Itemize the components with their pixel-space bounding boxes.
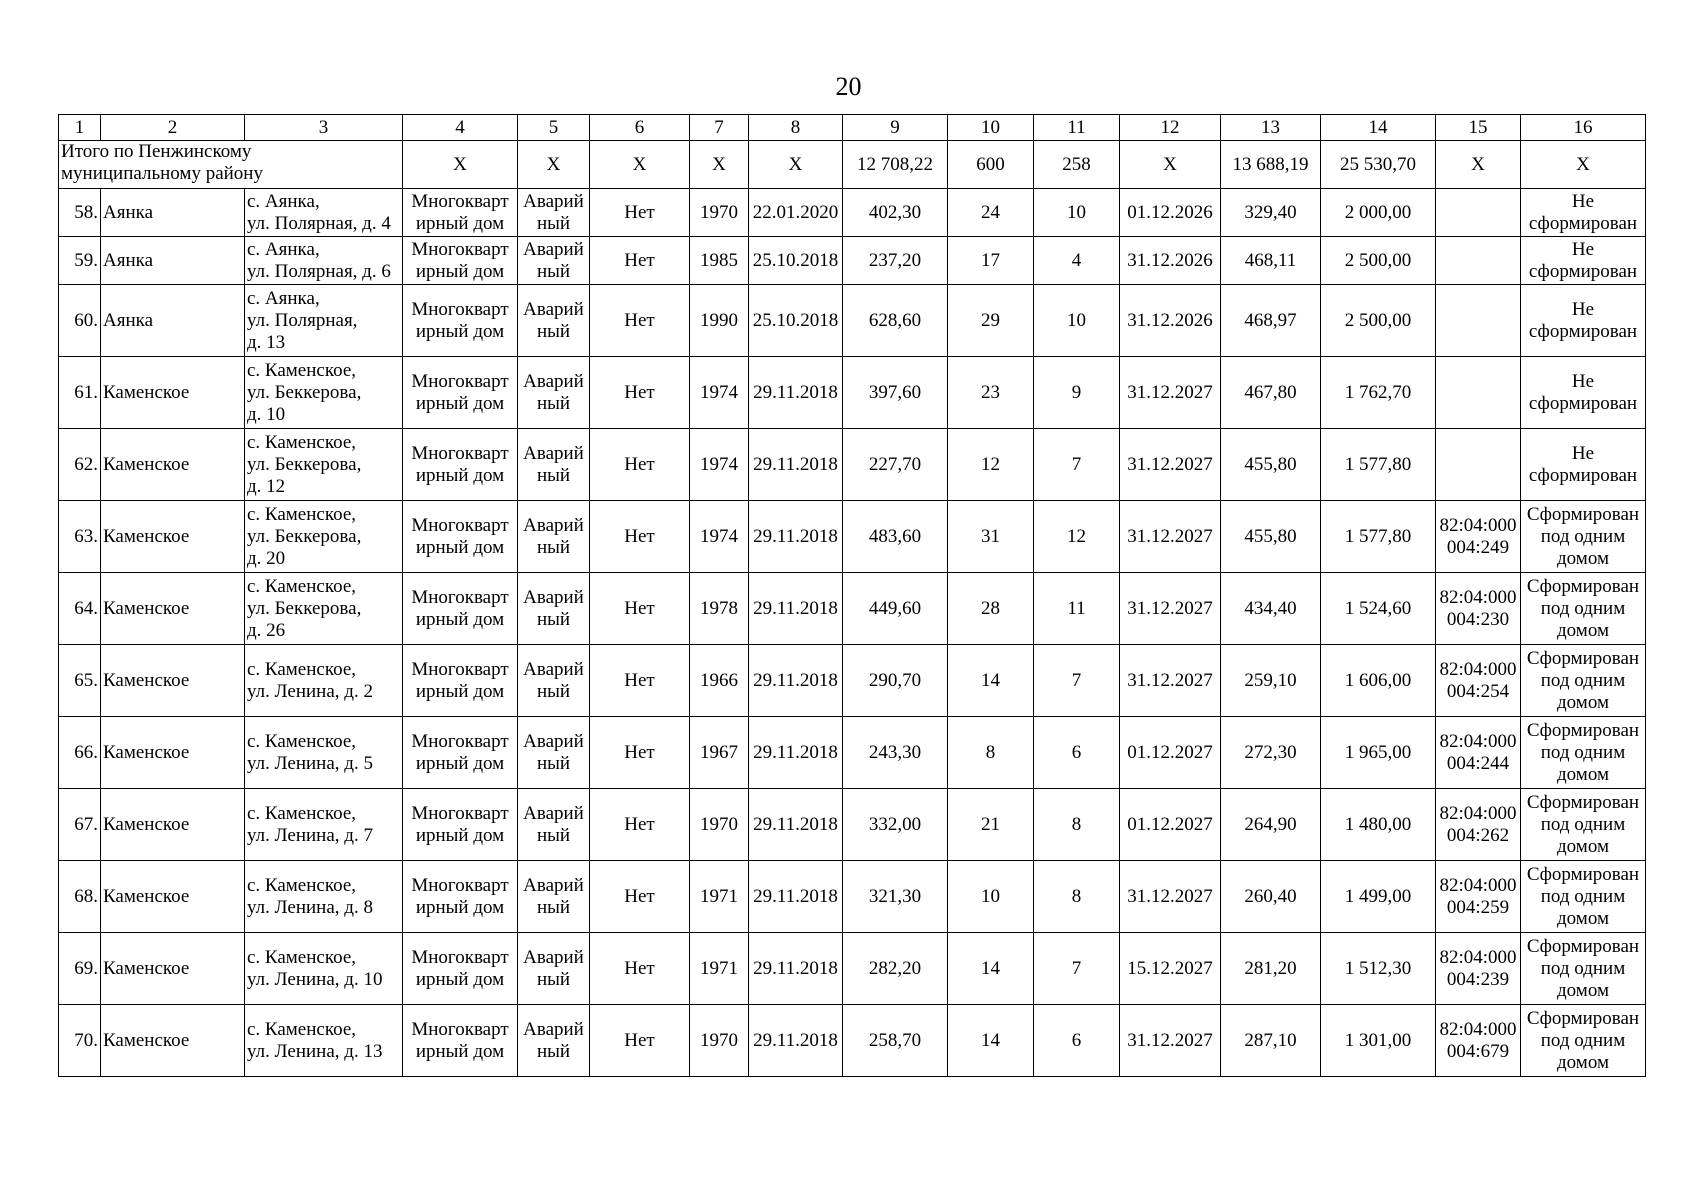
table-row [59,717,1646,789]
total-label: Итого по Пенжинскому муниципальному району [59,141,403,189]
recognition-date: 25.10.2018 [749,237,843,285]
row-number: 59. [59,237,101,285]
table-row [59,285,1646,357]
settlement-name: Каменское [101,429,245,501]
cadastral-number [1436,285,1521,357]
row-number: 70. [59,1005,101,1077]
cell-col14: 1 524,60 [1321,573,1436,645]
address: с. Каменское, ул. Ленина, д. 13 [245,1005,403,1077]
address: с. Каменское, ул. Ленина, д. 5 [245,717,403,789]
resettlement-deadline: 31.12.2026 [1120,237,1221,285]
table-row [59,429,1646,501]
row-number: 60. [59,285,101,357]
living-area: 397,60 [843,357,948,429]
cell-col6: Нет [590,717,690,789]
address: с. Аянка, ул. Полярная, д. 6 [245,237,403,285]
building-type: Многокварт ирный дом [403,645,518,717]
cell-col13: 434,40 [1221,573,1321,645]
row-number: 65. [59,645,101,717]
cell-col14: 1 499,00 [1321,861,1436,933]
total-area: 12 708,22 [843,141,948,189]
living-area: 258,70 [843,1005,948,1077]
building-status: Аварий ный [518,933,590,1005]
cell-col10: 14 [948,645,1034,717]
cell-col13: 467,80 [1221,357,1321,429]
cell-col14: 2 000,00 [1321,189,1436,237]
cell-col10: 17 [948,237,1034,285]
cell-col6: Нет [590,429,690,501]
build-year: 1967 [690,717,749,789]
total-cell: X [1521,141,1646,189]
land-plot-status: Не сформирован [1521,189,1646,237]
resettlement-deadline: 01.12.2027 [1120,717,1221,789]
cell-col6: Нет [590,861,690,933]
cell-col10: 12 [948,429,1034,501]
cell-col13: 468,97 [1221,285,1321,357]
total-cell: 13 688,19 [1221,141,1321,189]
living-area: 282,20 [843,933,948,1005]
settlement-name: Каменское [101,645,245,717]
resettlement-deadline: 31.12.2027 [1120,861,1221,933]
table-row [59,645,1646,717]
settlement-name: Аянка [101,237,245,285]
recognition-date: 25.10.2018 [749,285,843,357]
cell-col10: 10 [948,861,1034,933]
cell-col11: 8 [1034,789,1120,861]
row-number: 68. [59,861,101,933]
building-type: Многокварт ирный дом [403,429,518,501]
living-area: 290,70 [843,645,948,717]
building-type: Многокварт ирный дом [403,1005,518,1077]
land-plot-status: Не сформирован [1521,429,1646,501]
total-cell: 600 [948,141,1034,189]
column-number: 15 [1436,115,1521,141]
column-number: 10 [948,115,1034,141]
land-plot-status: Сформирован под одним домом [1521,573,1646,645]
cell-col10: 8 [948,717,1034,789]
table-row [59,501,1646,573]
cell-col13: 281,20 [1221,933,1321,1005]
cell-col14: 1 577,80 [1321,501,1436,573]
build-year: 1970 [690,1005,749,1077]
recognition-date: 29.11.2018 [749,1005,843,1077]
cell-col11: 6 [1034,1005,1120,1077]
settlement-name: Аянка [101,285,245,357]
cadastral-number [1436,237,1521,285]
building-type: Многокварт ирный дом [403,189,518,237]
build-year: 1966 [690,645,749,717]
cell-col11: 8 [1034,861,1120,933]
column-number: 4 [403,115,518,141]
building-status: Аварий ный [518,1005,590,1077]
recognition-date: 29.11.2018 [749,717,843,789]
recognition-date: 29.11.2018 [749,933,843,1005]
build-year: 1971 [690,861,749,933]
cell-col13: 264,90 [1221,789,1321,861]
cell-col13: 468,11 [1221,237,1321,285]
row-number: 61. [59,357,101,429]
address: с. Каменское, ул. Ленина, д. 7 [245,789,403,861]
living-area: 628,60 [843,285,948,357]
build-year: 1971 [690,933,749,1005]
column-number: 6 [590,115,690,141]
cell-col10: 21 [948,789,1034,861]
table-body [59,115,1646,1077]
column-number: 5 [518,115,590,141]
living-area: 332,00 [843,789,948,861]
cell-col13: 287,10 [1221,1005,1321,1077]
recognition-date: 29.11.2018 [749,789,843,861]
recognition-date: 29.11.2018 [749,357,843,429]
row-number: 67. [59,789,101,861]
column-number: 13 [1221,115,1321,141]
cell-col14: 1 762,70 [1321,357,1436,429]
resettlement-deadline: 01.12.2026 [1120,189,1221,237]
cadastral-number: 82:04:000 004:254 [1436,645,1521,717]
resettlement-deadline: 31.12.2027 [1120,357,1221,429]
total-cell: 25 530,70 [1321,141,1436,189]
building-status: Аварий ный [518,237,590,285]
address: с. Каменское, ул. Беккерова, д. 12 [245,429,403,501]
recognition-date: 29.11.2018 [749,501,843,573]
settlement-name: Каменское [101,933,245,1005]
cell-col10: 31 [948,501,1034,573]
cell-col11: 7 [1034,933,1120,1005]
land-plot-status: Не сформирован [1521,357,1646,429]
resettlement-deadline: 31.12.2027 [1120,573,1221,645]
cell-col11: 10 [1034,285,1120,357]
building-status: Аварий ный [518,429,590,501]
cadastral-number: 82:04:000 004:259 [1436,861,1521,933]
cell-col14: 1 606,00 [1321,645,1436,717]
living-area: 227,70 [843,429,948,501]
cadastral-number [1436,189,1521,237]
cell-col13: 329,40 [1221,189,1321,237]
address: с. Каменское, ул. Беккерова, д. 20 [245,501,403,573]
table-row [59,861,1646,933]
address: с. Аянка, ул. Полярная, д. 13 [245,285,403,357]
cadastral-number [1436,357,1521,429]
row-number: 66. [59,717,101,789]
row-number: 58. [59,189,101,237]
column-number: 7 [690,115,749,141]
column-number: 16 [1521,115,1646,141]
address: с. Каменское, ул. Беккерова, д. 26 [245,573,403,645]
cell-col10: 14 [948,933,1034,1005]
total-cell: X [1436,141,1521,189]
cell-col6: Нет [590,573,690,645]
resettlement-deadline: 15.12.2027 [1120,933,1221,1005]
cadastral-number: 82:04:000 004:262 [1436,789,1521,861]
recognition-date: 29.11.2018 [749,573,843,645]
column-number: 8 [749,115,843,141]
page-number: 20 [835,72,862,101]
settlement-name: Каменское [101,717,245,789]
cell-col6: Нет [590,789,690,861]
building-status: Аварий ный [518,357,590,429]
total-row [59,141,1646,189]
table-row [59,357,1646,429]
building-status: Аварий ный [518,501,590,573]
total-cell: X [518,141,590,189]
table-row [59,933,1646,1005]
cell-col6: Нет [590,1005,690,1077]
building-type: Многокварт ирный дом [403,501,518,573]
land-plot-status: Не сформирован [1521,285,1646,357]
building-type: Многокварт ирный дом [403,357,518,429]
land-plot-status: Не сформирован [1521,237,1646,285]
housing-table [58,114,1646,1077]
build-year: 1970 [690,789,749,861]
recognition-date: 29.11.2018 [749,429,843,501]
cell-col14: 1 577,80 [1321,429,1436,501]
resettlement-deadline: 31.12.2027 [1120,645,1221,717]
cell-col11: 7 [1034,645,1120,717]
row-number: 69. [59,933,101,1005]
land-plot-status: Сформирован под одним домом [1521,645,1646,717]
total-cell: X [590,141,690,189]
cell-col13: 260,40 [1221,861,1321,933]
cell-col10: 29 [948,285,1034,357]
recognition-date: 22.01.2020 [749,189,843,237]
cell-col6: Нет [590,501,690,573]
building-type: Многокварт ирный дом [403,717,518,789]
row-number: 63. [59,501,101,573]
land-plot-status: Сформирован под одним домом [1521,789,1646,861]
living-area: 237,20 [843,237,948,285]
building-status: Аварий ный [518,717,590,789]
settlement-name: Каменское [101,789,245,861]
build-year: 1974 [690,357,749,429]
build-year: 1990 [690,285,749,357]
building-status: Аварий ный [518,861,590,933]
cell-col6: Нет [590,645,690,717]
settlement-name: Каменское [101,573,245,645]
table-row [59,789,1646,861]
building-type: Многокварт ирный дом [403,789,518,861]
cell-col6: Нет [590,237,690,285]
land-plot-status: Сформирован под одним домом [1521,501,1646,573]
cell-col11: 4 [1034,237,1120,285]
cell-col11: 12 [1034,501,1120,573]
cell-col14: 2 500,00 [1321,237,1436,285]
land-plot-status: Сформирован под одним домом [1521,933,1646,1005]
building-type: Многокварт ирный дом [403,861,518,933]
table-row [59,1005,1646,1077]
address: с. Каменское, ул. Ленина, д. 2 [245,645,403,717]
build-year: 1978 [690,573,749,645]
cell-col14: 1 301,00 [1321,1005,1436,1077]
land-plot-status: Сформирован под одним домом [1521,1005,1646,1077]
cell-col6: Нет [590,189,690,237]
address: с. Каменское, ул. Ленина, д. 8 [245,861,403,933]
settlement-name: Каменское [101,1005,245,1077]
resettlement-deadline: 31.12.2027 [1120,1005,1221,1077]
resettlement-deadline: 01.12.2027 [1120,789,1221,861]
table-row [59,237,1646,285]
resettlement-deadline: 31.12.2027 [1120,501,1221,573]
cell-col11: 9 [1034,357,1120,429]
cell-col11: 7 [1034,429,1120,501]
cell-col10: 28 [948,573,1034,645]
build-year: 1970 [690,189,749,237]
building-type: Многокварт ирный дом [403,573,518,645]
building-type: Многокварт ирный дом [403,933,518,1005]
cell-col14: 2 500,00 [1321,285,1436,357]
cell-col14: 1 512,30 [1321,933,1436,1005]
total-cell: X [1120,141,1221,189]
land-plot-status: Сформирован под одним домом [1521,717,1646,789]
cell-col14: 1 480,00 [1321,789,1436,861]
recognition-date: 29.11.2018 [749,645,843,717]
living-area: 483,60 [843,501,948,573]
build-year: 1974 [690,429,749,501]
cell-col11: 10 [1034,189,1120,237]
total-cell: 258 [1034,141,1120,189]
table-row [59,189,1646,237]
cell-col10: 24 [948,189,1034,237]
build-year: 1985 [690,237,749,285]
row-number: 64. [59,573,101,645]
settlement-name: Каменское [101,861,245,933]
settlement-name: Каменское [101,357,245,429]
column-number: 3 [245,115,403,141]
resettlement-deadline: 31.12.2027 [1120,429,1221,501]
building-status: Аварий ный [518,573,590,645]
building-type: Многокварт ирный дом [403,285,518,357]
cell-col11: 11 [1034,573,1120,645]
total-cell: X [749,141,843,189]
building-status: Аварий ный [518,189,590,237]
column-number: 11 [1034,115,1120,141]
living-area: 321,30 [843,861,948,933]
column-number-row [59,115,1646,141]
resettlement-deadline: 31.12.2026 [1120,285,1221,357]
cell-col10: 14 [948,1005,1034,1077]
cell-col13: 272,30 [1221,717,1321,789]
cadastral-number: 82:04:000 004:679 [1436,1005,1521,1077]
cell-col10: 23 [948,357,1034,429]
building-status: Аварий ный [518,645,590,717]
address: с. Каменское, ул. Ленина, д. 10 [245,933,403,1005]
cell-col11: 6 [1034,717,1120,789]
build-year: 1974 [690,501,749,573]
living-area: 449,60 [843,573,948,645]
land-plot-status: Сформирован под одним домом [1521,861,1646,933]
address: с. Каменское, ул. Беккерова, д. 10 [245,357,403,429]
cadastral-number: 82:04:000 004:249 [1436,501,1521,573]
address: с. Аянка, ул. Полярная, д. 4 [245,189,403,237]
living-area: 402,30 [843,189,948,237]
cell-col13: 259,10 [1221,645,1321,717]
total-cell: X [403,141,518,189]
settlement-name: Аянка [101,189,245,237]
settlement-name: Каменское [101,501,245,573]
building-status: Аварий ный [518,285,590,357]
column-number: 2 [101,115,245,141]
cell-col6: Нет [590,933,690,1005]
cell-col13: 455,80 [1221,501,1321,573]
row-number: 62. [59,429,101,501]
cell-col6: Нет [590,285,690,357]
building-status: Аварий ный [518,789,590,861]
column-number: 14 [1321,115,1436,141]
cell-col6: Нет [590,357,690,429]
cadastral-number: 82:04:000 004:239 [1436,933,1521,1005]
cadastral-number: 82:04:000 004:230 [1436,573,1521,645]
column-number: 12 [1120,115,1221,141]
cell-col13: 455,80 [1221,429,1321,501]
cell-col14: 1 965,00 [1321,717,1436,789]
living-area: 243,30 [843,717,948,789]
building-type: Многокварт ирный дом [403,237,518,285]
total-cell: X [690,141,749,189]
table-row [59,573,1646,645]
column-number: 1 [59,115,101,141]
column-number: 9 [843,115,948,141]
cadastral-number [1436,429,1521,501]
cadastral-number: 82:04:000 004:244 [1436,717,1521,789]
recognition-date: 29.11.2018 [749,861,843,933]
